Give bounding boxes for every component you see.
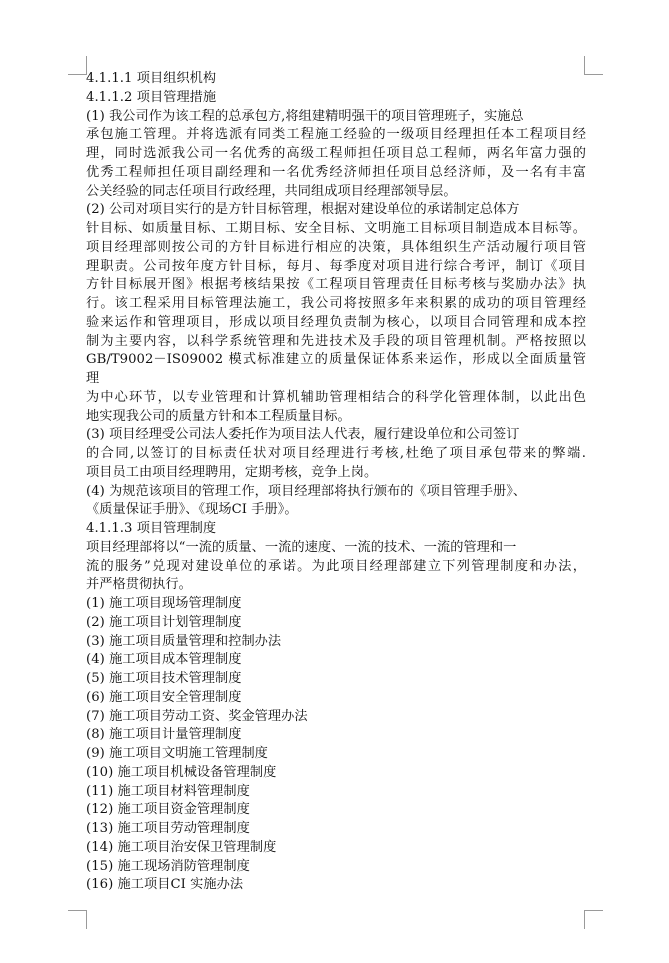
text-line: 项目经理部将以“一流的质量、一流的速度、一流的技术、一流的管理和一: [86, 539, 517, 555]
text-line: (16) 施工项目CI 实施办法: [86, 877, 244, 893]
text-line: (2) 公司对项目实行的是方针目标管理，根据对建设单位的承诺制定总体方: [86, 202, 520, 218]
text-line: (8) 施工项目计量管理制度: [86, 727, 242, 743]
text-line: (1) 我公司作为该工程的总承包方,将组建精明强干的项目管理班子，实施总: [86, 108, 524, 124]
crop-mark-top-right: [584, 56, 603, 75]
text-line: 制为主要内容，以科学系统管理和先进技术及手段的项目管理机制。严格按照以: [86, 333, 586, 349]
text-line: 项目员工由项目经理聘用，定期考核，竞争上岗。: [86, 464, 378, 480]
text-line: 行。该工程采用目标管理法施工，我公司将按照多年来积累的成功的项目管理经: [86, 296, 586, 311]
text-line: 流的服务”兑现对建设单位的承诺。为此项目经理部建立下列管理制度和办法，: [86, 558, 586, 574]
text-line: (6) 施工项目安全管理制度: [86, 689, 242, 705]
text-line: (5) 施工项目技术管理制度: [86, 671, 242, 686]
text-line: (9) 施工项目文明施工管理制度: [86, 746, 268, 761]
text-line: 方针目标展开图》根据考核结果按《工程项目管理责任目标考核与奖励办法》执: [86, 277, 586, 293]
text-line: (12) 施工项目资金管理制度: [86, 802, 250, 818]
text-line: 理职责。公司按年度方针目标，每月、每季度对项目进行综合考评，制订《项目: [86, 258, 586, 274]
text-line: (1) 施工项目现场管理制度: [86, 596, 242, 611]
text-line: (4) 为规范该项目的管理工作，项目经理部将执行颁布的《项目管理手册》、: [86, 483, 527, 499]
text-line: 承包施工管理。并将选派有同类工程施工经验的一级项目经理担任本工程项目经: [86, 127, 586, 143]
text-line: (10) 施工项目机械设备管理制度: [86, 764, 277, 780]
text-line: (15) 施工现场消防管理制度: [86, 858, 250, 874]
text-line: 4.1.1.3 项目管理制度: [86, 521, 217, 536]
text-line: 4.1.1.1 项目组织机构: [86, 71, 217, 86]
text-line: 4.1.1.2 项目管理措施: [86, 89, 217, 105]
text-line: 为中心环节，以专业管理和计算机辅助管理相结合的科学化管理体制，以此出色: [86, 389, 586, 405]
text-line: (7) 施工项目劳动工资、奖金管理办法: [86, 708, 308, 724]
text-line: 验来运作和管理项目，形成以项目经理负责制为核心，以项目合同管理和成本控: [86, 314, 586, 330]
text-line: 优秀工程师担任项目副经理和一名优秀经济师担任项目总经济师，及一名有丰富: [86, 164, 586, 180]
text-line: GB/T9002－IS09002 模式标准建立的质量保证体系来运作，形成以全面质量管: [86, 352, 586, 368]
text-line: (13) 施工项目劳动管理制度: [86, 821, 250, 836]
text-line: (2) 施工项目计划管理制度: [86, 614, 242, 630]
text-line: (14) 施工项目治安保卫管理制度: [86, 839, 277, 855]
text-line: 《质量保证手册》、《现场CI 手册》。: [86, 502, 298, 518]
text-line: (3) 施工项目质量管理和控制办法: [86, 633, 282, 649]
text-line: 并严格贯彻执行。: [86, 577, 192, 593]
text-line: 理，同时选派我公司一名优秀的高级工程师担任项目总工程师，两名年富力强的: [86, 146, 586, 161]
text-line: (3) 项目经理受公司法人委托作为项目法人代表，履行建设单位和公司签订: [86, 427, 520, 443]
crop-mark-top-left: [68, 56, 87, 75]
text-line: 地实现我公司的质量方针和本工程质量目标。: [86, 408, 351, 424]
text-line: 公关经验的同志任项目行政经理，共同组成项目经理部领导层。: [86, 183, 457, 199]
document-body: [86, 70, 586, 895]
crop-mark-bottom-left: [68, 910, 87, 929]
text-line: 的合同,以签订的目标责任状对项目经理进行考核,杜绝了项目承包带来的弊端.: [86, 446, 586, 461]
text-line: 项目经理部则按公司的方针目标进行相应的决策，具体组织生产活动履行项目管: [86, 239, 586, 255]
text-line: 针目标、如质量目标、工期目标、安全目标、文明施工目标项目制造成本目标等。: [86, 221, 586, 236]
text-line: (11) 施工项目材料管理制度: [86, 783, 250, 799]
text-line: 理: [86, 371, 100, 386]
crop-mark-bottom-right: [584, 910, 603, 929]
text-line: (4) 施工项目成本管理制度: [86, 652, 242, 668]
